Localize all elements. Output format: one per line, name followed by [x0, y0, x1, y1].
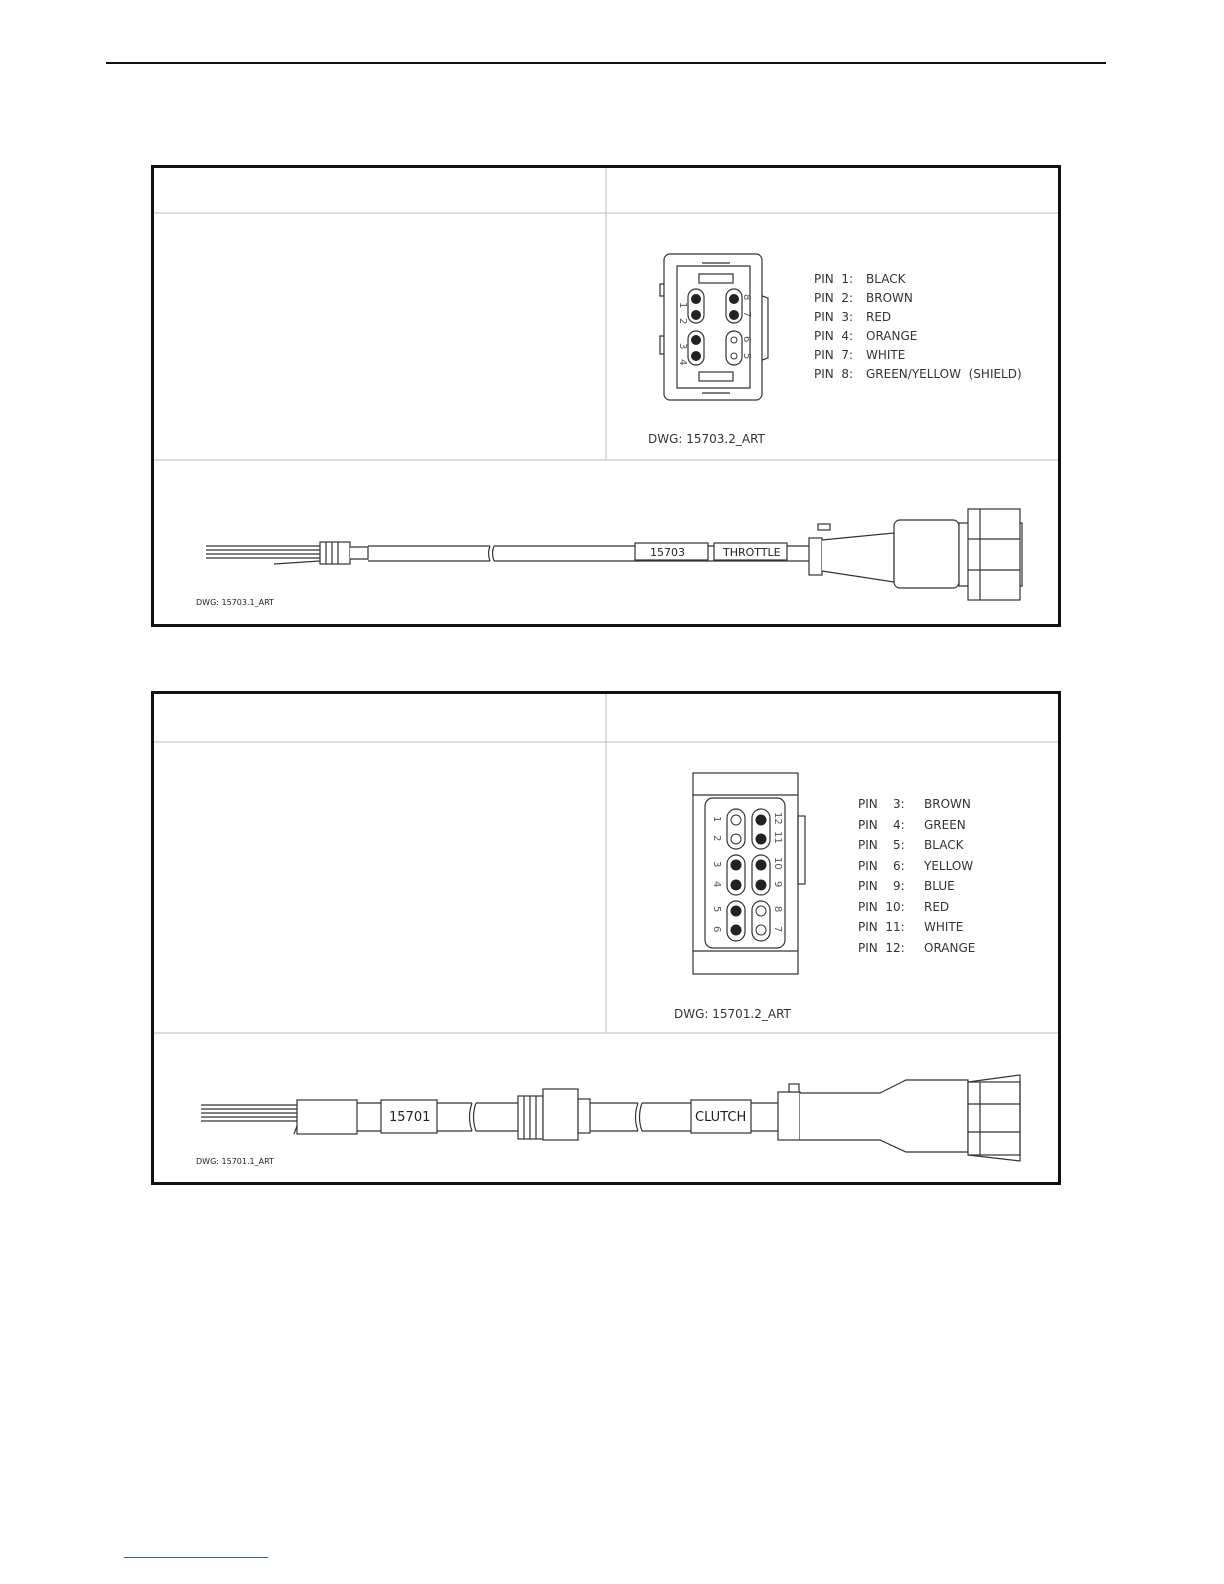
wire-color: BLUE	[924, 879, 955, 893]
clutch-sleeve	[297, 1100, 357, 1134]
pin-6-contact	[731, 925, 742, 936]
pin-6-contact-empty	[731, 337, 737, 343]
pin-number: 2	[711, 835, 722, 842]
pin-number: 8	[772, 906, 783, 913]
throttle-cable-drawing	[206, 509, 1022, 600]
wire-color: GREEN/YELLOW (SHIELD)	[866, 367, 1022, 381]
pin-number: 7	[741, 311, 752, 318]
pin-label: PIN 4:	[814, 329, 854, 343]
clutch-collar	[778, 1092, 800, 1140]
wire-color: ORANGE	[924, 941, 976, 955]
pin-number: 5	[741, 353, 752, 360]
pin-number: 10	[772, 857, 783, 870]
pin-2-contact-empty	[731, 834, 741, 844]
throttle-connector-head	[968, 509, 1020, 600]
pin-number: 12	[772, 812, 783, 825]
pin-label: PIN 5:	[858, 838, 905, 852]
connector-drawing-number: DWG: 15701.2_ART	[674, 1007, 791, 1021]
clutch-cable-drawing	[201, 1075, 1020, 1161]
pin-label: PIN 3:	[858, 797, 905, 811]
wire-color: GREEN	[924, 818, 966, 832]
pin-label: PIN 8:	[814, 367, 854, 381]
pin-8-contact-empty	[756, 906, 766, 916]
wire-color: YELLOW	[924, 859, 974, 873]
wire-color: ORANGE	[866, 329, 918, 343]
clutch-name-label: CLUTCH	[695, 1110, 747, 1125]
pin-10-contact	[756, 860, 767, 871]
pin-1-contact	[691, 294, 701, 304]
throttle-connector-face	[660, 254, 768, 400]
throttle-pin-contacts	[691, 294, 739, 361]
pin-number: 1	[711, 816, 722, 823]
throttle-connector-body	[894, 520, 959, 588]
pin-label: PIN 4:	[858, 818, 905, 832]
pin-label: PIN 1:	[814, 272, 854, 286]
clutch-pin-contacts	[731, 815, 767, 936]
pin-2-contact	[691, 310, 701, 320]
throttle-boot	[822, 533, 894, 582]
header-rule	[106, 62, 1106, 64]
pin-number: 7	[772, 926, 783, 933]
pin-number: 4	[677, 359, 688, 366]
pin-number: 9	[772, 881, 783, 888]
pin-number: 2	[677, 318, 688, 325]
pin-label: PIN 9:	[858, 879, 905, 893]
cable-drawing-number: DWG: 15703.1_ART	[196, 598, 274, 607]
pin-label: PIN 3:	[814, 310, 854, 324]
clutch-loose-wires	[201, 1105, 297, 1134]
pin-number: 11	[772, 831, 783, 844]
pin-label: PIN 12:	[858, 941, 905, 955]
pin-3-contact	[691, 335, 701, 345]
wire-color: BLACK	[924, 838, 964, 852]
footer-link-underline[interactable]	[124, 1557, 268, 1558]
pin-4-contact	[691, 351, 701, 361]
pin-label: PIN 11:	[858, 920, 905, 934]
wire-color: WHITE	[924, 920, 964, 934]
connector-drawing-number: DWG: 15703.2_ART	[648, 432, 765, 446]
clutch-cable-panel	[151, 691, 1061, 1185]
pin-1-contact-empty	[731, 815, 741, 825]
throttle-cable-panel	[151, 165, 1061, 627]
pin-number: 3	[677, 343, 688, 350]
wire-color: BROWN	[866, 291, 913, 305]
throttle-collar	[809, 538, 822, 575]
pin-number: 4	[711, 881, 722, 888]
pin-label: PIN 10:	[858, 900, 905, 914]
pin-11-contact	[756, 834, 767, 845]
throttle-panel-drawing	[154, 168, 1058, 624]
clutch-boot	[800, 1080, 968, 1152]
wire-color: RED	[924, 900, 950, 914]
pin-9-contact	[756, 880, 767, 891]
throttle-name-label: THROTTLE	[723, 546, 781, 559]
throttle-inline-plug	[320, 542, 350, 564]
clutch-connector-face	[693, 773, 805, 974]
pin-7-contact-empty	[756, 925, 766, 935]
pin-number: 6	[711, 926, 722, 933]
pin-label: PIN 2:	[814, 291, 854, 305]
clutch-connector-head	[968, 1082, 1020, 1155]
clutch-panel-drawing	[154, 694, 1058, 1182]
wire-color: WHITE	[866, 348, 906, 362]
clutch-pin-legend	[858, 797, 975, 955]
pin-5-contact	[731, 906, 742, 917]
throttle-part-label: 15703	[650, 546, 685, 559]
pin-5-contact-empty	[731, 353, 737, 359]
pin-3-contact	[731, 860, 742, 871]
pin-number: 1	[677, 302, 688, 309]
throttle-pin-legend	[814, 272, 1022, 381]
wire-color: BROWN	[924, 797, 971, 811]
wire-color: RED	[866, 310, 892, 324]
pin-number: 3	[711, 861, 722, 868]
clutch-pin-numbers	[711, 812, 783, 932]
wire-color: BLACK	[866, 272, 906, 286]
throttle-loose-wires	[206, 546, 320, 564]
pin-label: PIN 6:	[858, 859, 905, 873]
pin-number: 5	[711, 906, 722, 913]
clutch-inline-plug-b	[543, 1089, 578, 1140]
pin-12-contact	[756, 815, 767, 826]
pin-label: PIN 7:	[814, 348, 854, 362]
pin-4-contact	[731, 880, 742, 891]
clutch-part-label: 15701	[389, 1110, 431, 1125]
cable-drawing-number: DWG: 15701.1_ART	[196, 1157, 274, 1166]
pin-number: 8	[741, 294, 752, 301]
pin-number: 6	[741, 336, 752, 343]
pin-8-contact	[729, 294, 739, 304]
pin-7-contact	[729, 310, 739, 320]
